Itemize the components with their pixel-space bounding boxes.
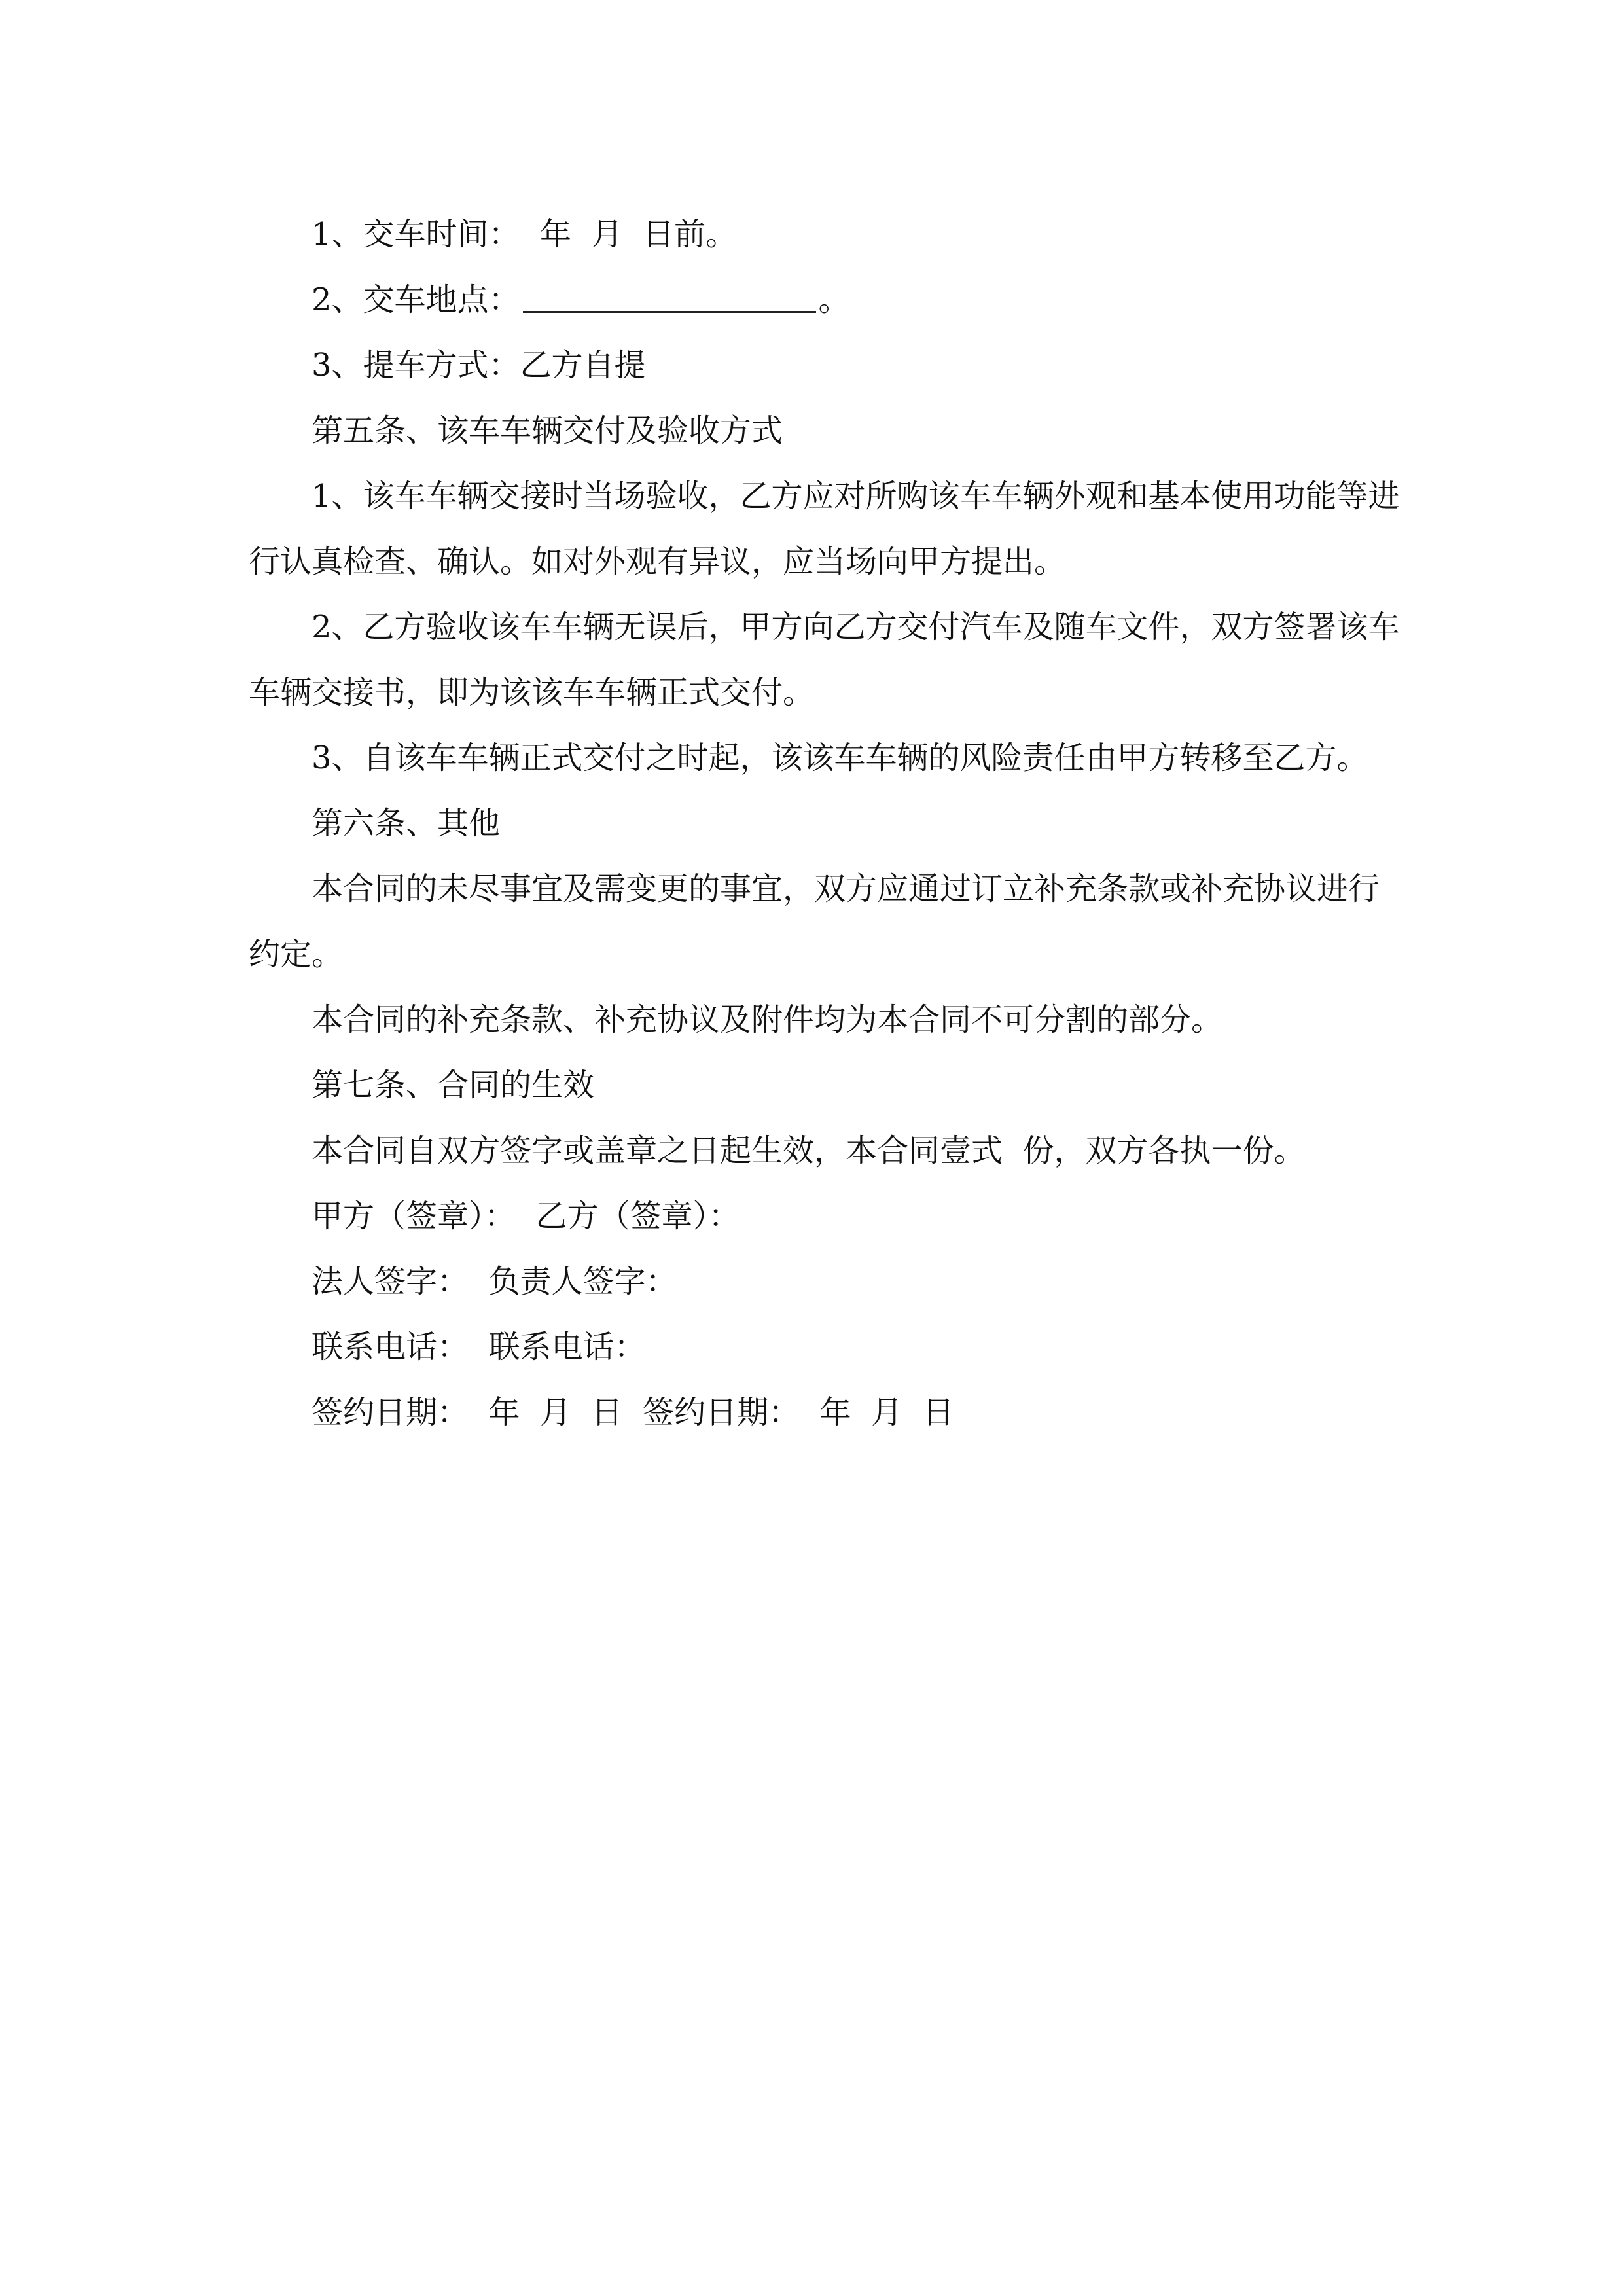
delivery-place (249, 267, 1400, 332)
signature-date: 签约日期： 年 月 日 签约日期： 年 月 日 (312, 1394, 954, 1431)
contract-body (249, 202, 1400, 1445)
delivery-time: 1、交车时间： 年 月 日前。 (312, 216, 738, 253)
signature-legal: 法人签字： 负责人签字： (312, 1263, 677, 1300)
article5-item1: 1、该车车辆交接时当场验收，乙方应对所购该车车辆外观和基本使用功能等进行认真检查、确认。如对外观有异议，应当场向甲方提出。 (249, 478, 1400, 580)
article5-item2: 2、乙方验收该车车辆无误后，甲方向乙方交付汽车及随车文件，双方签署该车车辆交接书，即为该该车车辆正式交付。 (249, 609, 1400, 711)
article6-para2: 本合同的补充条款、补充协议及附件均为本合同不可分割的部分。 (312, 1001, 1223, 1038)
signature-parties: 甲方（签章）： 乙方（签章）： (312, 1198, 740, 1234)
article5-title: 第五条、该车车辆交付及验收方式 (312, 412, 783, 449)
delivery-place-blank (523, 281, 816, 313)
delivery-place-end: 。 (818, 281, 850, 318)
delivery-method: 3、提车方式：乙方自提 (312, 347, 646, 384)
article5-item3: 3、自该车车辆正式交付之时起，该该车车辆的风险责任由甲方转移至乙方。 (312, 740, 1368, 776)
article6-title: 第六条、其他 (312, 805, 501, 842)
article7-title: 第七条、合同的生效 (312, 1067, 595, 1103)
delivery-place-label: 2、交车地点： (312, 281, 520, 318)
signature-phone: 联系电话： 联系电话： (312, 1329, 646, 1365)
article7-para1: 本合同自双方签字或盖章之日起生效，本合同壹式 份，双方各执一份。 (312, 1132, 1306, 1169)
article6-para1: 本合同的未尽事宜及需变更的事宜，双方应通过订立补充条款或补充协议进行约定。 (249, 870, 1380, 973)
